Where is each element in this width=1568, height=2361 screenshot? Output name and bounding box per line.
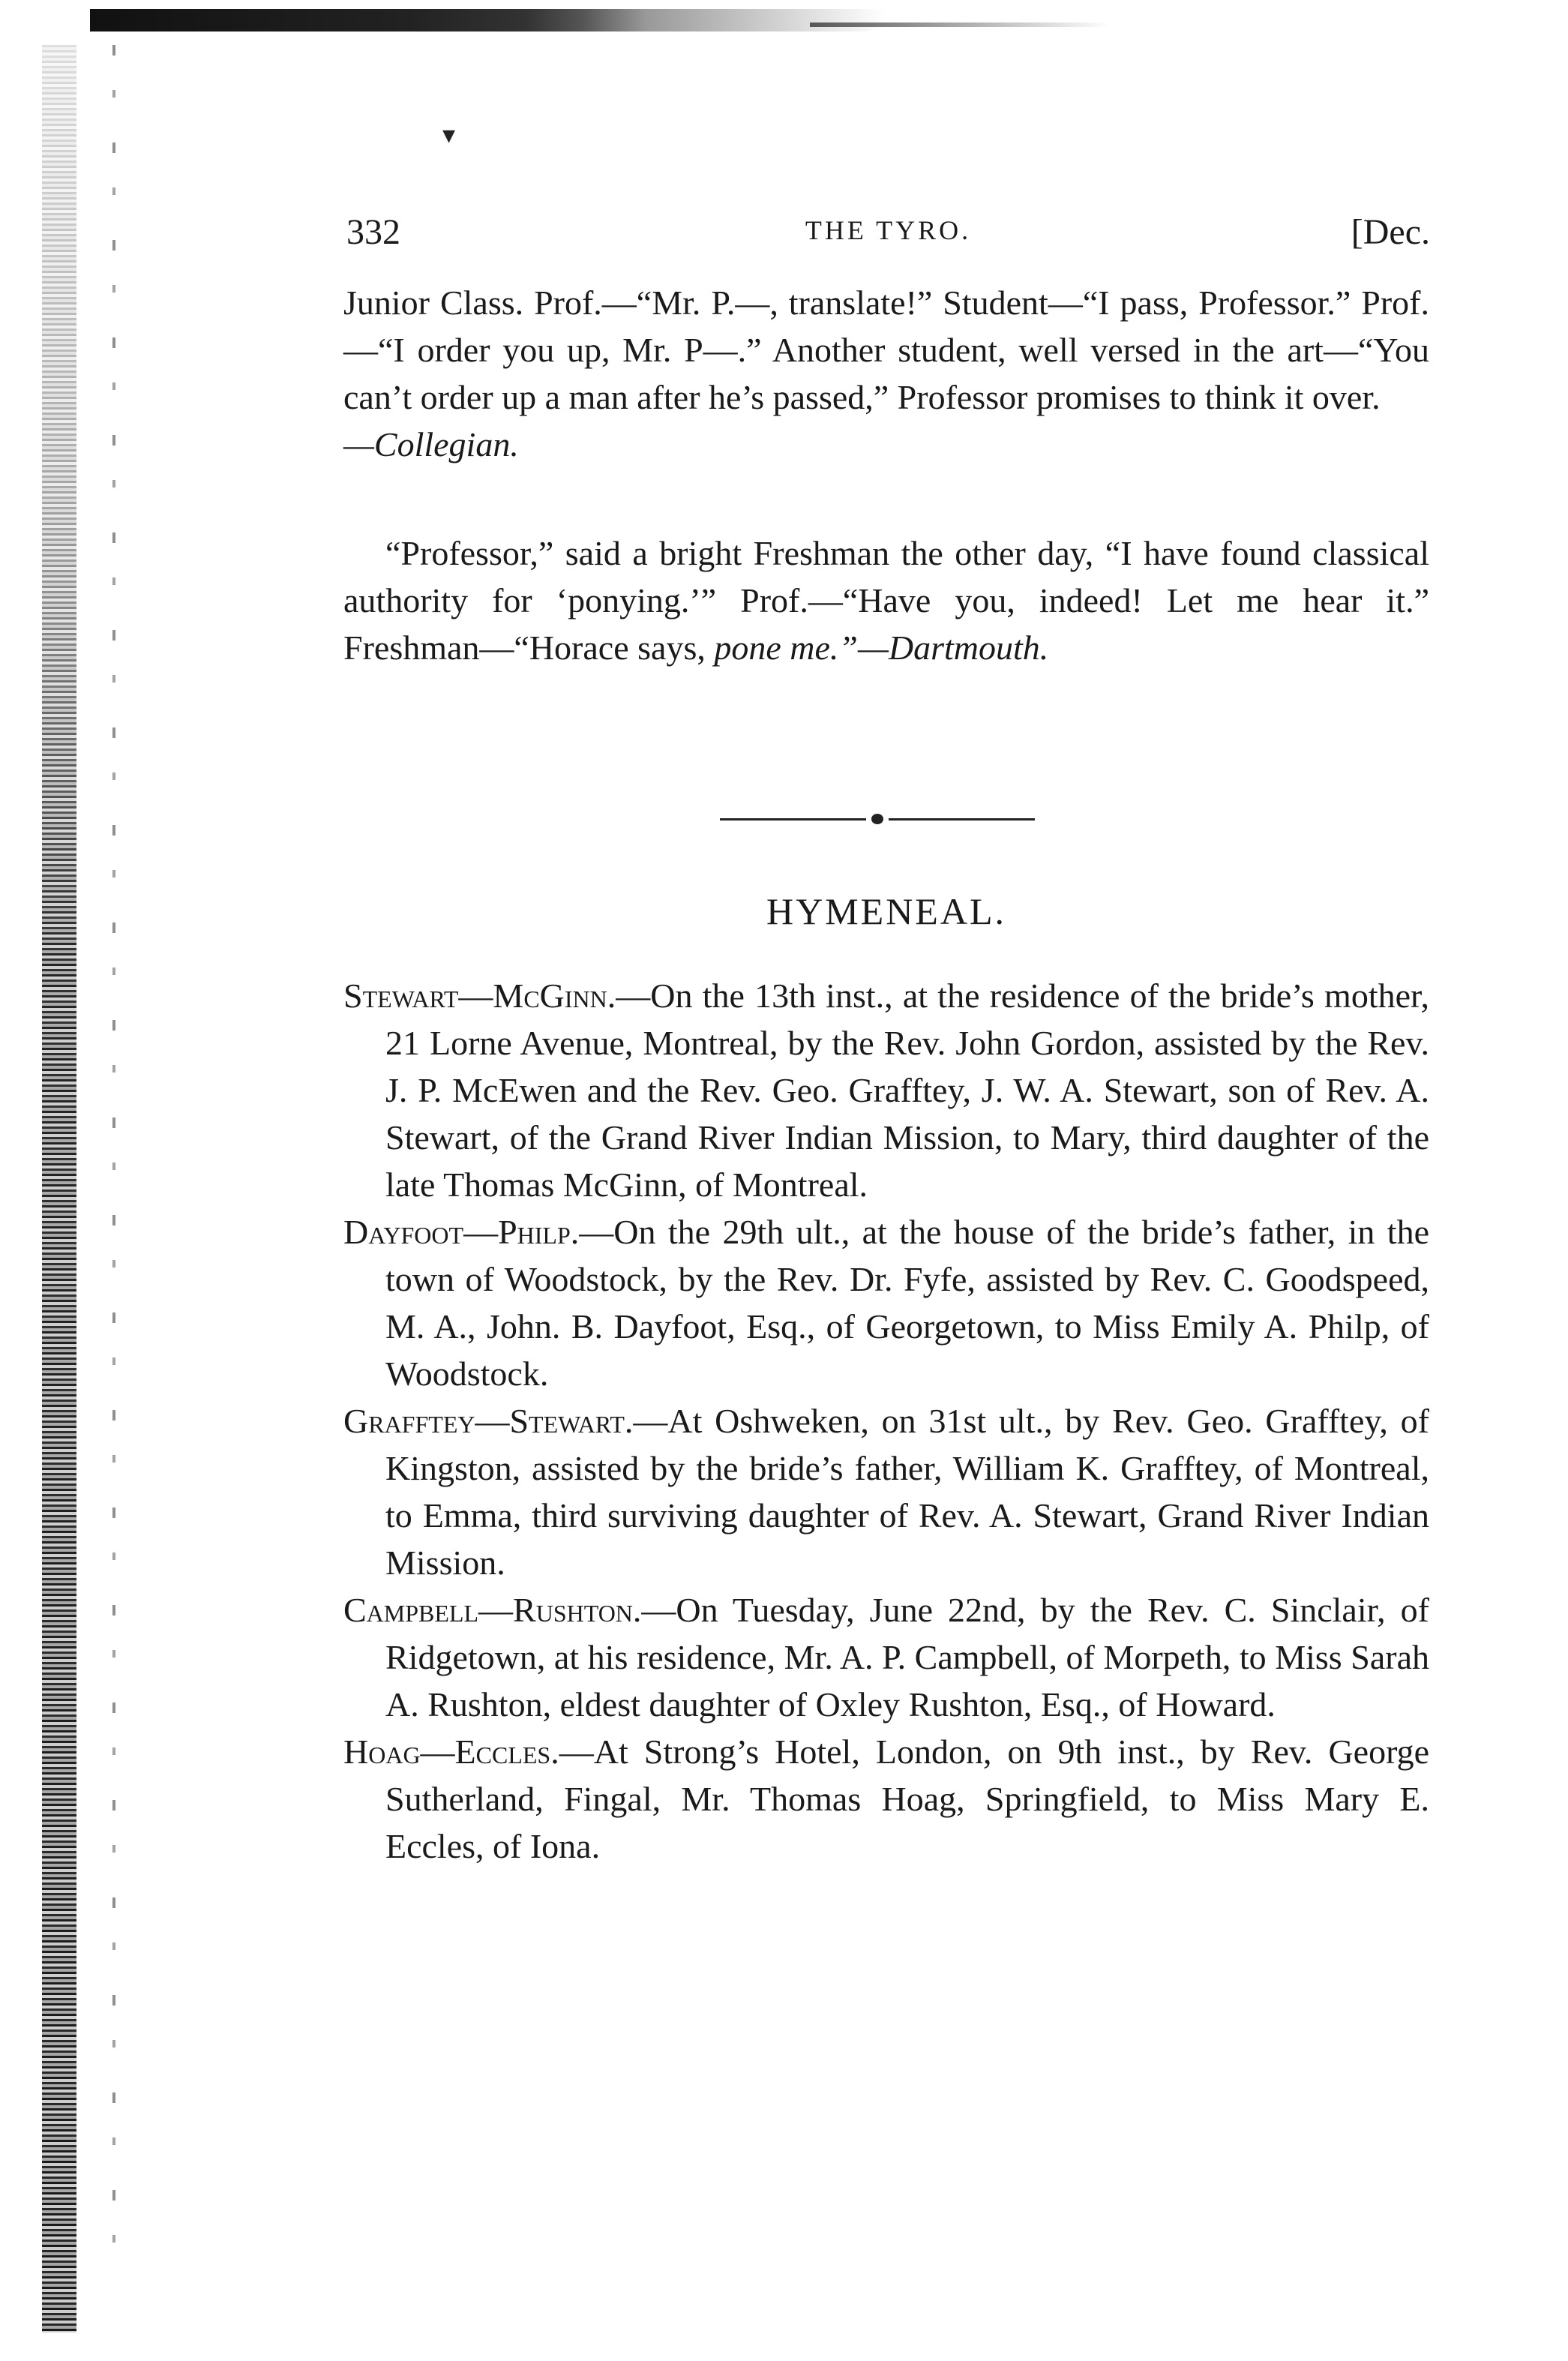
announcement-entry <box>343 1728 1429 1870</box>
page-edge-marks <box>112 45 115 2258</box>
announcement-names: Stewart—McGinn. <box>343 976 616 1015</box>
announcement-text: —On Tuesday, June 22nd, by the Rev. C. Sinclair, of Ridgetown, at his residence, Mr. A. P. Campbell, of Morpeth, to Miss Sarah A. Rushton, eldest daughter of Oxley Rushton, Esq., of Howard. <box>385 1591 1429 1724</box>
announcement-names: Dayfoot—Philp. <box>343 1213 580 1251</box>
announcement-text: —At Strong’s Hotel, London, on 9th inst., by Rev. George Sutherland, Fingal, Mr. Thomas Hoag, Springfield, to Miss Mary E. Eccles, of Iona. <box>385 1732 1429 1865</box>
running-title: THE TYRO. <box>805 215 972 245</box>
joke-paragraph <box>343 530 1429 671</box>
announcement-entry <box>343 972 1429 1208</box>
scan-edge-shadow <box>90 9 885 32</box>
joke-text: Junior Class. Prof.—“Mr. P.—, translate!” Student—“I pass, Professor.” Prof.—“I order you up, Mr. P—.” Another student, well versed in the art—“You can’t order up a man after he’s passed,” Professor promises to think it over. <box>343 284 1429 416</box>
joke-collegian <box>343 279 1429 468</box>
joke-source: ”—Dartmouth. <box>838 628 1049 667</box>
issue-month: [Dec. <box>1351 212 1430 252</box>
page-binding-edge <box>42 45 76 2332</box>
announcement-entry <box>343 1397 1429 1586</box>
joke-quote: pone me. <box>714 628 839 667</box>
announcement-names: Hoag—Eccles. <box>343 1732 559 1771</box>
announcement-entry <box>343 1208 1429 1397</box>
joke-source: —Collegian. <box>343 425 519 464</box>
scan-edge-shadow-tail <box>810 22 1110 27</box>
section-heading: HYMENEAL. <box>766 890 1007 932</box>
joke-dartmouth <box>343 530 1429 671</box>
announcement-text: —On the 13th inst., at the residence of the bride’s mother, 21 Lorne Avenue, Montreal, by the Rev. John Gordon, assisted by the Rev. J. P. McEwen and the Rev. Geo. Grafftey, J. W. A. Stewart, son of Rev. A. Stewart, of the Grand River Indian Mission, to Mary, third daughter of the late Thomas McGinn, of Montreal. <box>385 976 1429 1204</box>
divider-ornament <box>871 814 883 824</box>
announcement-text: —At Oshweken, on 31st ult., by Rev. Geo. Grafftey, of Kingston, assisted by the bride’s father, William K. Grafftey, of Montreal, to Emma, third surviving daughter of Rev. A. Stewart, Grand River Indian Mission. <box>385 1402 1429 1582</box>
page-number: 332 <box>346 212 400 252</box>
running-head <box>346 212 1430 264</box>
announcement-entry <box>343 1586 1429 1728</box>
stray-ink-mark: ▾ <box>442 122 456 149</box>
announcement-names: Campbell—Rushton. <box>343 1591 642 1629</box>
divider-line-right <box>889 818 1035 820</box>
joke-text: “Professor,” said a bright Freshman the other day, “I have found classical authority for ‘ponying.’” Prof.—“Have you, indeed! Let me hear it.” Freshman—“Horace says, <box>343 534 1429 667</box>
hymeneal-announcements <box>343 972 1429 1870</box>
announcement-names: Grafftey—Stewart. <box>343 1402 634 1440</box>
divider-line-left <box>720 818 866 820</box>
ornament-divider <box>720 812 1035 826</box>
announcement-text: —On the 29th ult., at the house of the bride’s father, in the town of Woodstock, by the Rev. Dr. Fyfe, assisted by Rev. C. Goodspeed, M. A., John. B. Dayfoot, Esq., of Georgetown, to Miss Emily A. Philp, of Woodstock. <box>385 1213 1429 1393</box>
